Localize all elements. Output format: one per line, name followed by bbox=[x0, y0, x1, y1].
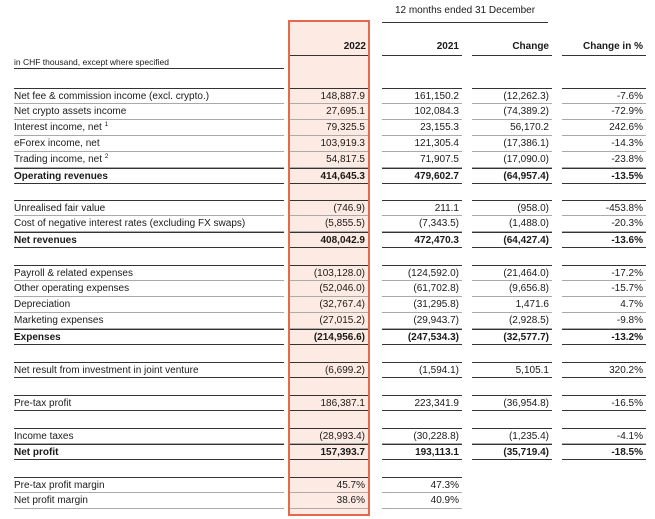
column-header-rule bbox=[472, 55, 552, 56]
column-header-2022: 2022 bbox=[343, 41, 366, 52]
cell-change-pct: -16.5% bbox=[562, 395, 646, 411]
cell-change-pct: -13.2% bbox=[562, 329, 646, 345]
cell-change: (12,262.3) bbox=[472, 88, 552, 104]
cell-2021: 161,150.2 bbox=[382, 88, 462, 104]
table-row bbox=[0, 362, 655, 378]
row-label-text: Net result from investment in joint venture bbox=[14, 365, 199, 376]
row-label bbox=[14, 395, 284, 411]
cell-change-pct: -13.6% bbox=[562, 232, 646, 248]
row-label bbox=[14, 216, 284, 232]
cell-2022: 148,887.9 bbox=[290, 88, 368, 104]
cell-change-pct: -4.1% bbox=[562, 428, 646, 444]
cell-2021: (31,295.8) bbox=[382, 297, 462, 313]
cell-change: (36,954.8) bbox=[472, 395, 552, 411]
row-label-text: Depreciation bbox=[14, 299, 71, 310]
table-row bbox=[0, 232, 655, 248]
row-label-text: Trading income, net bbox=[14, 154, 103, 165]
cell-change-pct: -17.2% bbox=[562, 265, 646, 281]
row-label bbox=[14, 493, 284, 509]
table-row bbox=[0, 216, 655, 232]
cell-2022: (6,699.2) bbox=[290, 362, 368, 378]
cell-change: (64,957.4) bbox=[472, 168, 552, 184]
table-row bbox=[0, 329, 655, 345]
cell-change-pct: -9.8% bbox=[562, 313, 646, 329]
table-row bbox=[0, 297, 655, 313]
cell-2021: 121,305.4 bbox=[382, 136, 462, 152]
row-label-text: Payroll & related expenses bbox=[14, 268, 133, 279]
cell-2022: 38.6% bbox=[290, 493, 368, 509]
table-row bbox=[0, 395, 655, 411]
cell-2022: 408,042.9 bbox=[290, 232, 368, 248]
row-label-text: Income taxes bbox=[14, 431, 74, 442]
cell-2021: 479,602.7 bbox=[382, 168, 462, 184]
cell-change: (32,577.7) bbox=[472, 329, 552, 345]
cell-change-pct: -72.9% bbox=[562, 104, 646, 120]
row-label bbox=[14, 362, 284, 378]
row-label-text: Marketing expenses bbox=[14, 315, 104, 326]
table-row bbox=[0, 444, 655, 460]
row-label-text: eForex income, net bbox=[14, 138, 100, 149]
period-header-rule bbox=[382, 22, 548, 23]
cell-change-pct: -14.3% bbox=[562, 136, 646, 152]
cell-change-pct: -20.3% bbox=[562, 216, 646, 232]
period-header: 12 months ended 31 December bbox=[394, 5, 536, 16]
row-label bbox=[14, 329, 284, 345]
row-label bbox=[14, 444, 284, 460]
row-label bbox=[14, 152, 284, 168]
row-label bbox=[14, 281, 284, 297]
cell-change-pct: 320.2% bbox=[562, 362, 646, 378]
cell-change-pct: -18.5% bbox=[562, 444, 646, 460]
row-label-text: Net profit margin bbox=[14, 495, 88, 506]
cell-2021: (124,592.0) bbox=[382, 265, 462, 281]
cell-change: 5,105.1 bbox=[472, 362, 552, 378]
cell-change-pct: 242.6% bbox=[562, 120, 646, 136]
cell-2021: 23,155.3 bbox=[382, 120, 462, 136]
row-label bbox=[14, 313, 284, 329]
cell-2022: (5,855.5) bbox=[290, 216, 368, 232]
row-label-text: Pre-tax profit bbox=[14, 398, 72, 409]
cell-2022: (27,015.2) bbox=[290, 313, 368, 329]
table-row bbox=[0, 493, 655, 509]
row-label-text: Unrealised fair value bbox=[14, 203, 106, 214]
cell-2022: (32,767.4) bbox=[290, 297, 368, 313]
cell-2022: (746.9) bbox=[290, 200, 368, 216]
cell-change-pct: -7.6% bbox=[562, 88, 646, 104]
cell-change: 1,471.6 bbox=[472, 297, 552, 313]
cell-2021: (1,594.1) bbox=[382, 362, 462, 378]
cell-2021: (247,534.3) bbox=[382, 329, 462, 345]
cell-2021: 193,113.1 bbox=[382, 444, 462, 460]
cell-2022: 186,387.1 bbox=[290, 395, 368, 411]
cell-2022: (28,993.4) bbox=[290, 428, 368, 444]
cell-2022: 157,393.7 bbox=[290, 444, 368, 460]
row-label bbox=[14, 200, 284, 216]
row-label-text: Operating revenues bbox=[14, 171, 108, 182]
row-label-text: Pre-tax profit margin bbox=[14, 480, 105, 491]
cell-change: (9,656.8) bbox=[472, 281, 552, 297]
cell-change: (21,464.0) bbox=[472, 265, 552, 281]
table-row bbox=[0, 120, 655, 136]
cell-2022: 45.7% bbox=[290, 477, 368, 493]
row-label bbox=[14, 88, 284, 104]
cell-2022: 103,919.3 bbox=[290, 136, 368, 152]
cell-2022: (103,128.0) bbox=[290, 265, 368, 281]
table-row bbox=[0, 200, 655, 216]
row-label-text: Net revenues bbox=[14, 235, 77, 246]
cell-change: (1,488.0) bbox=[472, 216, 552, 232]
row-label bbox=[14, 120, 284, 136]
row-label-text: Interest income, net bbox=[14, 122, 102, 133]
table-row bbox=[0, 168, 655, 184]
table-row bbox=[0, 265, 655, 281]
cell-2021: 71,907.5 bbox=[382, 152, 462, 168]
cell-change-pct: -23.8% bbox=[562, 152, 646, 168]
cell-change: 56,170.2 bbox=[472, 120, 552, 136]
column-header-rule bbox=[290, 55, 368, 56]
cell-2021: 472,470.3 bbox=[382, 232, 462, 248]
row-label bbox=[14, 428, 284, 444]
row-label bbox=[14, 297, 284, 313]
column-header-change-pct: Change in % bbox=[582, 41, 643, 52]
cell-2021: (61,702.8) bbox=[382, 281, 462, 297]
row-label-text: Other operating expenses bbox=[14, 283, 130, 294]
cell-change: (35,719.4) bbox=[472, 444, 552, 460]
cell-2022: (52,046.0) bbox=[290, 281, 368, 297]
cell-2021: 47.3% bbox=[382, 477, 462, 493]
footnote-marker: 2 bbox=[104, 153, 109, 160]
cell-2021: 40.9% bbox=[382, 493, 462, 509]
row-label-text: Expenses bbox=[14, 332, 61, 343]
cell-change-pct: -15.7% bbox=[562, 281, 646, 297]
column-header-rule bbox=[562, 55, 646, 56]
row-label bbox=[14, 232, 284, 248]
cell-change: (17,090.0) bbox=[472, 152, 552, 168]
table-row bbox=[0, 313, 655, 329]
cell-2021: 102,084.3 bbox=[382, 104, 462, 120]
cell-2022: 27,695.1 bbox=[290, 104, 368, 120]
cell-change: (958.0) bbox=[472, 200, 552, 216]
row-label bbox=[14, 477, 284, 493]
cell-change: (64,427.4) bbox=[472, 232, 552, 248]
column-header-2021: 2021 bbox=[436, 41, 459, 52]
row-label-text: Net crypto assets income bbox=[14, 106, 127, 117]
row-label bbox=[14, 168, 284, 184]
cell-change-pct: -13.5% bbox=[562, 168, 646, 184]
cell-2022: (214,956.6) bbox=[290, 329, 368, 345]
cell-2021: 223,341.9 bbox=[382, 395, 462, 411]
row-label bbox=[14, 104, 284, 120]
cell-change: (1,235.4) bbox=[472, 428, 552, 444]
column-header-rule bbox=[382, 55, 462, 56]
table-row bbox=[0, 136, 655, 152]
cell-2022: 79,325.5 bbox=[290, 120, 368, 136]
footnote-marker: 1 bbox=[104, 121, 109, 128]
cell-2021: (30,228.8) bbox=[382, 428, 462, 444]
cell-2021: (29,943.7) bbox=[382, 313, 462, 329]
table-row bbox=[0, 88, 655, 104]
unit-note-rule bbox=[14, 68, 284, 69]
table-row bbox=[0, 152, 655, 168]
table-row bbox=[0, 428, 655, 444]
cell-change-pct: 4.7% bbox=[562, 297, 646, 313]
row-label bbox=[14, 136, 284, 152]
unit-note: in CHF thousand, except where specified bbox=[14, 57, 169, 67]
cell-2021: 211.1 bbox=[382, 200, 462, 216]
table-row bbox=[0, 477, 655, 493]
cell-2022: 54,817.5 bbox=[290, 152, 368, 168]
cell-2022: 414,645.3 bbox=[290, 168, 368, 184]
table-row bbox=[0, 281, 655, 297]
cell-2021: (7,343.5) bbox=[382, 216, 462, 232]
cell-change: (17,386.1) bbox=[472, 136, 552, 152]
table-row bbox=[0, 104, 655, 120]
row-label bbox=[14, 265, 284, 281]
cell-change: (2,928.5) bbox=[472, 313, 552, 329]
row-label-text: Net profit bbox=[14, 447, 59, 458]
row-label-text: Net fee & commission income (excl. crypto.) bbox=[14, 91, 210, 102]
cell-change: (74,389.2) bbox=[472, 104, 552, 120]
cell-change-pct: -453.8% bbox=[562, 200, 646, 216]
row-label-text: Cost of negative interest rates (excluding FX swaps) bbox=[14, 218, 246, 229]
column-header-change: Change bbox=[512, 41, 549, 52]
